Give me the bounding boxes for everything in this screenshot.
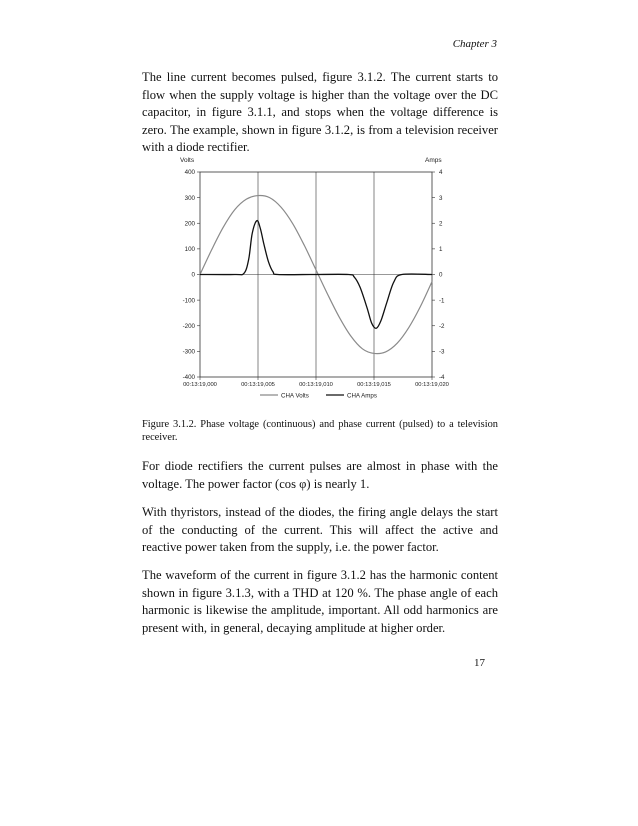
paragraph-line-current: The line current becomes pulsed, figure 3.1.2. The current starts to flow when the supply voltage is higher than the voltage over the DC capacitor, in figure 3.1.1, and stops when the voltage difference is zero. The example, shown in figure 3.1.2, is from a television receiver with a diode rectifier. xyxy=(142,70,498,155)
right-tick-label: 3 xyxy=(439,194,443,202)
voltage-current-chart xyxy=(160,155,460,400)
legend-label-cha-amps: CHA Amps xyxy=(347,392,377,400)
left-tick-label: -400 xyxy=(182,374,195,382)
right-tick-label: -4 xyxy=(439,374,445,382)
right-tick-label: -1 xyxy=(439,297,445,305)
paragraph-diode-rectifiers: For diode rectifiers the current pulses are almost in phase with the voltage. The power factor (cos φ) is nearly 1. xyxy=(142,459,498,491)
left-tick-label: -100 xyxy=(182,297,195,305)
left-axis-label: Volts xyxy=(180,157,195,164)
right-tick-label: -2 xyxy=(439,322,445,330)
left-tick-label: -300 xyxy=(182,348,195,356)
left-tick-label: -200 xyxy=(182,322,195,330)
x-tick-label: 00:13:19,015 xyxy=(357,382,391,388)
right-axis-label: Amps xyxy=(425,157,442,164)
right-tick-label: -3 xyxy=(439,348,445,356)
right-axis-ticks xyxy=(432,169,445,381)
left-tick-label: 300 xyxy=(184,194,195,202)
left-tick-label: 0 xyxy=(191,271,195,279)
x-tick-label: 00:13:19,005 xyxy=(241,382,275,388)
right-tick-label: 2 xyxy=(439,220,443,228)
figure-caption: Figure 3.1.2. Phase voltage (continuous) and phase current (pulsed) to a television receiver. xyxy=(142,419,498,443)
left-axis-ticks xyxy=(183,169,200,381)
chart-legend xyxy=(260,393,377,400)
paragraph-harmonic-content: The waveform of the current in figure 3.1.2 has the harmonic content shown in figure 3.1.3, with a THD at 120 %. The phase angle of each harmonic is likewise the amplitude, important. All odd harmonics are present with, in general, decaying amplitude at higher order. xyxy=(142,568,498,635)
right-tick-label: 0 xyxy=(439,271,443,279)
x-tick-label: 00:13:19,010 xyxy=(299,382,333,388)
left-tick-label: 400 xyxy=(184,169,195,177)
paragraph-thyristors: With thyristors, instead of the diodes, the firing angle delays the start of the conducting of the current. This will affect the active and reactive power taken from the supply, i.e. the power factor. xyxy=(142,505,498,555)
x-tick-label: 00:13:19,020 xyxy=(415,382,449,388)
right-tick-label: 4 xyxy=(439,169,443,177)
left-tick-label: 200 xyxy=(184,220,195,228)
x-tick-label: 00:13:19,000 xyxy=(183,382,217,388)
right-tick-label: 1 xyxy=(439,246,443,254)
chapter-header: Chapter 3 xyxy=(452,38,497,50)
legend-label-cha-volts: CHA Volts xyxy=(281,392,309,400)
left-tick-label: 100 xyxy=(184,246,195,254)
x-axis-ticks xyxy=(183,377,449,388)
page-number: 17 xyxy=(474,657,485,669)
